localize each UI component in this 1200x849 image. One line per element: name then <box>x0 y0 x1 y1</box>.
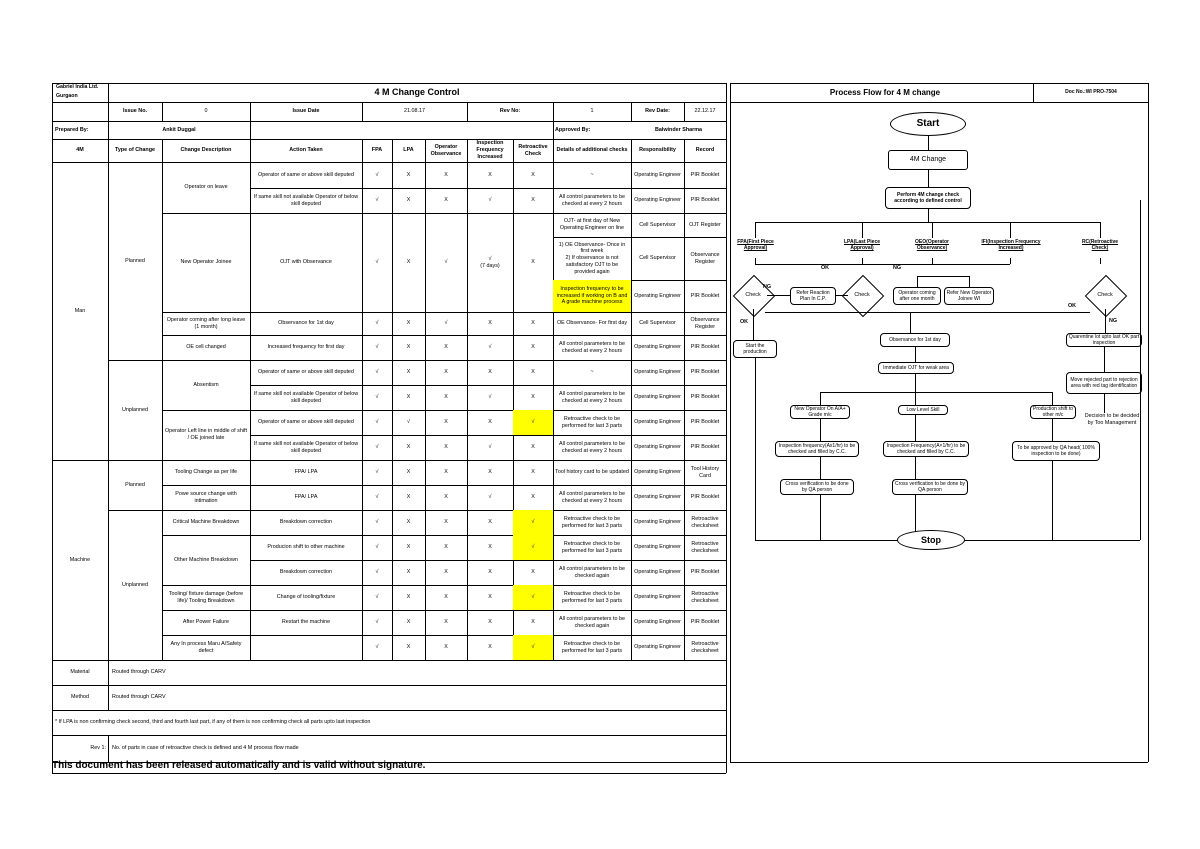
cell-fpa: √ <box>375 444 379 451</box>
change-description: Tooling Change as per life <box>174 469 238 476</box>
grid-line <box>726 83 727 773</box>
cell-record: Observance Register <box>690 316 720 330</box>
cell-action: Breakdown correction <box>279 569 333 576</box>
cell-details: All control parameters to be checked at every 2 hours <box>559 490 625 504</box>
grid-line <box>755 222 1100 223</box>
refer-reaction-box: Refer Reaction Plan In C.P. <box>790 287 836 305</box>
new-op-record: OJT Register <box>689 221 721 228</box>
cell-ifi: X <box>488 419 492 426</box>
quarantine-box: Quarentine lot upto last OK part inspection <box>1066 333 1142 347</box>
cell-action: FPA/ LPA <box>294 469 318 476</box>
cell-ifi: √ <box>488 444 492 451</box>
rev-no-label: Rev No: <box>499 108 521 115</box>
cell-resp: Operating Engineer <box>634 369 681 376</box>
fpa-label: FPA(First Piece Approval) <box>737 239 774 251</box>
cell-rc: X <box>531 344 535 351</box>
cell-action: Operator of same or above skill deputed <box>258 369 354 376</box>
cell-details: Retroactive check to be performed for last 3 parts <box>561 590 623 604</box>
insp-freq2-box: Inspection Frequency(A×1/hr) to be checked and filled by C.C. <box>883 441 969 457</box>
cell-ifi: X <box>488 320 492 327</box>
change-description: Other Machine Breakdown <box>174 556 238 563</box>
cell-ifi: X <box>488 594 492 601</box>
cell-oo: √ <box>444 259 448 266</box>
cell-resp: Operating Engineer <box>634 644 681 651</box>
cell-fpa: √ <box>375 369 379 376</box>
cell-fpa: √ <box>375 259 379 266</box>
prepared-by: Ankit Duggal <box>162 126 196 133</box>
cell-ifi: √ <box>488 344 492 351</box>
cell-rc: X <box>531 320 535 327</box>
cell-oo: X <box>444 469 448 476</box>
header-8: Retroactive Check <box>518 143 548 157</box>
cell-action: If same skill not available Operator of below skill deputed <box>253 440 359 454</box>
cell-ifi: X <box>488 171 492 178</box>
header-9: Details of additional checks <box>556 147 628 154</box>
cell-oo: X <box>444 619 448 626</box>
cell-ifi: X <box>488 619 492 626</box>
change-description: Tooling/ fixture damage (before life)/ Tooling Breakdown <box>168 590 244 604</box>
cell-record: PIR Booklet <box>690 419 720 426</box>
cell-rc: X <box>531 394 535 401</box>
cell-resp: Operating Engineer <box>634 569 681 576</box>
new-op-details: OJT- at first day of New Operating Engineer on line <box>559 218 625 231</box>
cell-resp: Operating Engineer <box>634 394 681 401</box>
cell-details: ~ <box>590 369 594 376</box>
ok-label: OK <box>1067 302 1077 309</box>
method-text: Routed through CARV <box>112 694 166 701</box>
cell-action: Increased frequency for first day <box>267 344 345 351</box>
grid-line <box>917 276 969 277</box>
cell-rc: X <box>531 171 535 178</box>
grid-line <box>1100 222 1101 238</box>
change-description: Operator on leave <box>184 184 228 191</box>
cell-ifi: √ <box>488 394 492 401</box>
cell-oo: X <box>444 519 448 526</box>
cell-action: Observance for 1st day <box>278 320 334 327</box>
cell-lpa: X <box>406 197 411 204</box>
grid-line <box>932 222 933 238</box>
lpa-label: LPA(Last Piece Approval) <box>843 239 881 251</box>
cell-lpa: X <box>406 394 411 401</box>
cell-rc: √ <box>513 410 553 435</box>
refer-new-op-box: Refer New Operator Joinee WI <box>944 287 994 305</box>
cell-action: Operator of same or above skill deputed <box>258 171 354 178</box>
cell-details: Retroactive check to be performed for last 3 parts <box>561 640 623 654</box>
new-op-details: 1) OE Observance- Once in first week 2) If observance is not satisfactory OJT to be provided again <box>558 241 626 275</box>
cell-record: Retroactive checksheet <box>691 540 719 554</box>
header-11: Record <box>695 147 715 154</box>
cell-ifi: X <box>488 519 492 526</box>
grid-line <box>1105 309 1106 333</box>
new-op-resp: Cell Supervisor <box>639 221 676 228</box>
cell-lpa: X <box>406 494 411 501</box>
cell-fpa: √ <box>375 544 379 551</box>
grid-line <box>917 276 918 287</box>
cell-record: PIR Booklet <box>690 197 720 204</box>
cell-details: All control parameters to be checked at every 2 hours <box>559 440 625 454</box>
cell-fpa: √ <box>375 569 379 576</box>
cell-fpa: √ <box>375 594 379 601</box>
cell-oo: X <box>444 197 448 204</box>
grid-line <box>755 358 756 540</box>
header-3: Action Taken <box>289 147 323 154</box>
header-4: FPA <box>371 147 383 154</box>
change-description: Any In process Maru A/Safety defect <box>170 640 242 654</box>
rc-label: RC(Retroactive Check) <box>1081 239 1119 251</box>
low-skill-box: Low Level Skill <box>898 405 948 415</box>
type-planned: Planned <box>125 257 145 264</box>
header-7: Inspection Frequency Increased <box>476 140 504 160</box>
cell-resp: Operating Engineer <box>634 544 681 551</box>
grid-line <box>820 392 1052 393</box>
cell-rc: X <box>531 369 535 376</box>
cell-rc: X <box>531 259 535 266</box>
grid-line <box>767 295 790 296</box>
stop-terminal: Stop <box>897 530 965 550</box>
approved-by: Balwinder Sharma <box>654 126 703 133</box>
new-op-record: Observance Register <box>690 251 720 265</box>
grid-line <box>915 415 916 441</box>
grid-line <box>820 419 821 441</box>
rev-no: 1 <box>590 108 594 115</box>
company-location: Gurgaon <box>56 92 78 99</box>
cell-lpa: X <box>406 171 411 178</box>
change-description: Operator Left line in middle of shift / OE joined late <box>164 428 248 441</box>
material-text: Routed through CARV <box>112 669 166 676</box>
start-production-box: Start the production <box>733 340 777 358</box>
cell-oo: X <box>444 369 448 376</box>
ng-label: NG <box>892 264 902 271</box>
cell-record: PIR Booklet <box>690 569 720 576</box>
grid-line <box>108 735 109 762</box>
cell-details: All control parameters to be checked again <box>559 565 625 579</box>
cell-lpa: X <box>406 619 411 626</box>
type-machine-planned: Planned <box>125 481 145 488</box>
grid-line <box>969 276 970 287</box>
cell-resp: Operating Engineer <box>634 419 681 426</box>
cell-record: PIR Booklet <box>690 171 720 178</box>
cell-rc: √ <box>513 510 553 535</box>
oeo-label: OEO(Operator Observance) <box>915 239 949 251</box>
cell-fpa: √ <box>375 320 379 327</box>
cell-oo: X <box>444 419 448 426</box>
change-box: 4M Change <box>888 150 968 170</box>
cell-resp: Operating Engineer <box>634 444 681 451</box>
check-label: Check <box>1097 291 1113 298</box>
new-op-record: PIR Booklet <box>690 292 720 299</box>
cell-oo: X <box>444 544 448 551</box>
cell-details: All control parameters to be checked at every 2 hours <box>559 340 625 354</box>
cell-resp: Operating Engineer <box>634 494 681 501</box>
insp-freq1-box: Inspection frequency(Ax1/hr) to be checked and filled by C.C. <box>775 441 859 457</box>
cell-rc: X <box>531 444 535 451</box>
check-label: Check <box>854 291 870 298</box>
cell-record: Retroactive checksheet <box>691 515 719 529</box>
cell-fpa: √ <box>375 644 379 651</box>
cell-ifi: X <box>488 569 492 576</box>
bottom-note: This document has been released automatically and is valid without signature. <box>52 760 426 771</box>
type-unplanned: Unplanned <box>121 406 149 413</box>
cell-lpa: X <box>406 444 411 451</box>
cell-details: Retroactive check to be performed for last 3 parts <box>561 540 623 554</box>
grid-line <box>1052 419 1053 441</box>
cell-fpa: √ <box>375 619 379 626</box>
qa-approve-box: To be approved by QA head( 100% inspection to be done) <box>1012 441 1100 461</box>
cell-action: Change of tooling/fixture <box>276 594 336 601</box>
change-description: New Operator Joinee <box>180 259 232 266</box>
grid-line <box>915 374 916 392</box>
grid-line <box>753 309 754 340</box>
cell-oo: X <box>444 444 448 451</box>
cell-lpa: √ <box>407 419 410 426</box>
grid-line <box>250 121 251 139</box>
cross2-box: Cross verification to be done by QA person <box>892 479 968 495</box>
cell-rc: X <box>531 197 535 204</box>
cell-oo: X <box>444 344 448 351</box>
prepared-label: Prepared By: <box>55 126 89 133</box>
cell-details: Tool history card to be updated <box>555 469 629 476</box>
grid-line <box>1052 392 1053 405</box>
cell-details: All control parameters to be checked at every 2 hours <box>559 390 625 404</box>
grid-line <box>755 222 756 238</box>
cell-lpa: X <box>406 594 411 601</box>
cell-resp: Operating Engineer <box>634 594 681 601</box>
cell-oo: X <box>444 569 448 576</box>
cell-record: PIR Booklet <box>690 494 720 501</box>
cell-rc: X <box>531 619 535 626</box>
change-description: OE cell changed <box>186 344 226 351</box>
cell-ifi: X <box>488 644 492 651</box>
cell-action: Operator of same or above skill deputed <box>258 419 354 426</box>
prod-shift-box: Production shift to other m/c <box>1030 405 1076 419</box>
cell-record: PIR Booklet <box>690 444 720 451</box>
cell-lpa: X <box>406 544 411 551</box>
cell-oo: X <box>444 394 448 401</box>
cell-details: ~ <box>590 171 594 178</box>
decision-text: Decision to be decided by Too Management <box>1084 413 1140 426</box>
cell-ifi: X <box>488 544 492 551</box>
ok-label: OK <box>820 264 830 271</box>
cross1-box: Cross verification to be done by QA person <box>780 479 854 495</box>
cell-oo: X <box>444 594 448 601</box>
cell-record: Retroactive checksheet <box>691 590 719 604</box>
cell-ifi: √ <box>488 197 492 204</box>
cell-fpa: √ <box>375 344 379 351</box>
group-method: Method <box>71 694 89 701</box>
start-terminal: Start <box>890 112 966 136</box>
cell-record: PIR Booklet <box>690 394 720 401</box>
cell-record: Retroactive checksheet <box>691 640 719 654</box>
group-man: Man <box>74 307 86 314</box>
cell-ifi: X <box>488 469 492 476</box>
rev-date-label: Rev Date: <box>645 108 670 115</box>
cell-fpa: √ <box>375 494 379 501</box>
check-label: Check <box>745 291 761 298</box>
grid-line <box>765 312 1090 313</box>
cell-resp: Cell Supervisor <box>639 320 676 327</box>
grid-line <box>1104 394 1105 413</box>
cell-ifi: √ (7 days) <box>480 255 500 269</box>
group-machine: Machine <box>69 556 91 563</box>
cell-lpa: X <box>406 469 411 476</box>
approved-label: Approved By: <box>555 126 591 133</box>
footnote: * If LPA is non confirming check second, third and fourth last part, if any of them is non confirming check all parts upto last inspection <box>55 719 371 726</box>
cell-ifi: √ <box>488 494 492 501</box>
ng-label: NG <box>1108 317 1118 324</box>
cell-record: Tool History Card <box>690 465 720 479</box>
cell-record: PIR Booklet <box>690 369 720 376</box>
cell-details: All control parameters to be checked again <box>559 615 625 629</box>
ng-label: NG <box>762 283 772 290</box>
cell-resp: Operating Engineer <box>634 519 681 526</box>
grid-line <box>915 392 916 405</box>
cell-rc: X <box>531 469 535 476</box>
cell-oo: X <box>444 171 448 178</box>
ok-label: OK <box>739 318 749 325</box>
rev-text: No. of parts in case of retroactive check is defined and 4 M process flow made <box>112 745 299 752</box>
grid-line <box>915 347 916 362</box>
ojt-weak-box: Immediate OJT for weak area <box>878 362 954 374</box>
cell-resp: Operating Engineer <box>634 619 681 626</box>
cell-lpa: X <box>406 259 411 266</box>
new-op-details: Inspection frequency to be increased if working on B and A grade machine process <box>553 280 631 312</box>
op-after-month-box: Operator coming after one month <box>893 287 941 305</box>
change-description: Powe source change with intimation <box>175 490 237 504</box>
move-rejected-box: Move rejected part to rejection area with red tag identification <box>1066 372 1142 394</box>
rev-date: 22.12.17 <box>694 108 716 115</box>
grid-line <box>862 222 863 238</box>
change-description: Absentism <box>193 381 219 388</box>
issue-date-label: Issue Date <box>292 108 320 115</box>
issue-no-label: Issue No. <box>123 108 147 115</box>
issue-date: 21.08.17 <box>404 108 425 115</box>
new-op-box: New Operator On A/A+ Grade m/c <box>790 405 850 419</box>
grid-line <box>928 170 929 187</box>
header-1: Type of Change <box>114 147 156 154</box>
cell-rc: √ <box>513 535 553 560</box>
cell-action: Restart the machine <box>281 619 331 626</box>
grid-line <box>820 457 821 479</box>
cell-lpa: X <box>406 519 411 526</box>
cell-details: Retroactive check to be performed for last 3 parts <box>561 515 623 529</box>
cell-details: OE Observance- For first day <box>556 320 628 327</box>
grid-line <box>836 295 848 296</box>
cell-fpa: √ <box>375 197 379 204</box>
cell-fpa: √ <box>375 519 379 526</box>
cell-resp: Operating Engineer <box>634 197 681 204</box>
grid-line <box>820 392 821 405</box>
grid-line <box>730 102 1148 103</box>
grid-line <box>755 264 1010 265</box>
change-description: Critical Machine Breakdown <box>172 519 240 526</box>
grid-line <box>108 660 109 710</box>
cell-ifi: X <box>488 369 492 376</box>
grid-line <box>730 83 731 762</box>
cell-action: FPA/ LPA <box>294 494 318 501</box>
cell-action: OJT with Observance <box>280 259 332 266</box>
header-10: Responsibility <box>639 147 676 154</box>
grid-line <box>1140 200 1141 540</box>
page-title: 4 M Change Control <box>374 86 460 97</box>
doc-no: Doc No.:WI PRO-7504 <box>1065 89 1117 96</box>
cell-resp: Operating Engineer <box>634 344 681 351</box>
cell-lpa: X <box>406 569 411 576</box>
cell-lpa: X <box>406 320 411 327</box>
cell-resp: Operating Engineer <box>634 469 681 476</box>
cell-action <box>250 635 362 660</box>
grid-line <box>1010 222 1011 238</box>
cell-oo: X <box>444 644 448 651</box>
cell-record: PIR Booklet <box>690 344 720 351</box>
cell-fpa: √ <box>375 469 379 476</box>
cell-action: If same skill not available Operator of below skill deputed <box>253 193 359 207</box>
cell-lpa: X <box>406 644 411 651</box>
grid-line <box>1033 83 1034 102</box>
cell-oo: X <box>444 494 448 501</box>
issue-no: 0 <box>204 108 208 115</box>
grid-line <box>1010 258 1011 264</box>
grid-line <box>928 209 929 222</box>
cell-action: Breakdown correction <box>279 519 333 526</box>
change-description: Operator coming after long leave (1 month) <box>166 316 246 330</box>
cell-rc: √ <box>513 585 553 610</box>
new-op-resp: Operating Engineer <box>634 292 681 299</box>
grid-line <box>1104 347 1105 372</box>
cell-lpa: X <box>406 344 411 351</box>
grid-line <box>928 136 929 150</box>
cell-action: Producion shift to other machine <box>267 544 345 551</box>
grid-line <box>1052 461 1053 540</box>
header-2: Change Description <box>180 147 232 154</box>
cell-rc: √ <box>513 635 553 660</box>
group-material: Material <box>70 669 90 676</box>
change-description: After Power Failure <box>182 619 230 626</box>
cell-action: If same skill not available Operator of below skill deputed <box>253 390 359 404</box>
cell-oo: √ <box>444 320 448 327</box>
cell-resp: Operating Engineer <box>634 171 681 178</box>
cell-fpa: √ <box>375 394 379 401</box>
new-op-resp: Cell Supervisor <box>639 255 676 262</box>
rev-label: Rev 1: <box>90 745 106 752</box>
obs-1st-box: Observance for 1st day <box>880 333 950 347</box>
cell-fpa: √ <box>375 419 379 426</box>
grid-line <box>820 495 821 540</box>
cell-rc: X <box>531 569 535 576</box>
cell-fpa: √ <box>375 171 379 178</box>
header-0: 4M <box>76 147 84 154</box>
flow-title: Process Flow for 4 M change <box>829 87 941 97</box>
grid-line <box>52 773 726 774</box>
type-machine-unplanned: Unplanned <box>121 581 149 588</box>
grid-line <box>915 457 916 479</box>
cell-record: PIR Booklet <box>690 619 720 626</box>
grid-line <box>1100 258 1101 264</box>
perform-box: Perform 4M change check according to defined control <box>885 187 971 209</box>
grid-line <box>1148 83 1149 762</box>
cell-lpa: X <box>406 369 411 376</box>
cell-details: All control parameters to be checked at every 2 hours <box>559 193 625 207</box>
ifi-label: IFI(Inspection Frequency Increased) <box>981 239 1041 251</box>
grid-line <box>910 312 911 333</box>
cell-rc: X <box>531 494 535 501</box>
header-5: LPA <box>403 147 414 154</box>
header-6: Operator Observance <box>430 143 462 157</box>
grid-line <box>730 762 1148 763</box>
company-name: Gabriel India Ltd. <box>56 84 99 90</box>
cell-details: Retroactive check to be performed for last 3 parts <box>561 415 623 429</box>
